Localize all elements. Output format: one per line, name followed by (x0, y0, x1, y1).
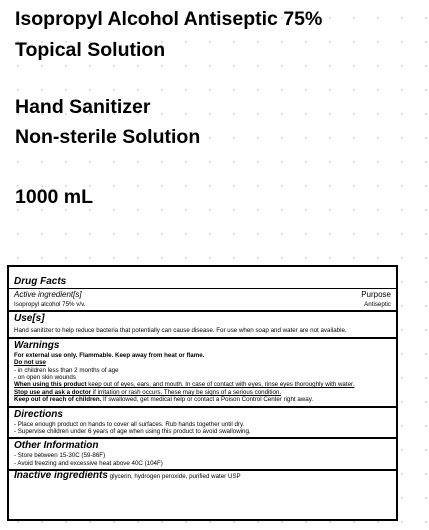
other-information-item: - Avoid freezing and excessive heat above 40C (104F) (14, 459, 163, 467)
inactive-ingredients-section (14, 471, 391, 482)
when-using-line (14, 381, 391, 388)
other-information-heading: Other Information (14, 440, 99, 452)
inactive-ingredients-text: glycerin, hydrogen peroxide, purified water USP (107, 473, 241, 481)
directions-heading: Directions (14, 408, 63, 420)
do-not-use-item: - in children less than 2 months of age (14, 366, 119, 374)
purpose-text: Antiseptic (364, 301, 391, 308)
other-information-item: - Store between 15-30C (59-86F) (14, 452, 106, 460)
when-using-bold: When using this product (14, 381, 87, 389)
stop-use-text: if irritation or rash occurs. These may be signs of a serious condition. (91, 388, 282, 396)
do-not-use-heading: Do not use (14, 359, 46, 367)
active-ingredient-row (14, 289, 391, 300)
drug-facts-panel (7, 265, 398, 521)
stop-use-bold: Stop use and ask a doctor (14, 388, 92, 396)
uses-text: Hand sanitizer to help reduce bacteria that potentially can cause disease. For use when soap and water are not available. (14, 327, 347, 335)
do-not-use-item: - on open skin wounds (14, 374, 76, 382)
uses-section (14, 312, 391, 336)
directions-section (14, 408, 391, 438)
keep-out-line (14, 396, 391, 403)
warnings-section (14, 339, 391, 406)
purpose-heading: Purpose (361, 290, 391, 299)
uses-heading: Use[s] (14, 313, 45, 325)
active-ingredient-heading: Active ingredient[s] (14, 290, 82, 299)
directions-item: - Place enough product on hands to cover all surfaces. Rub hands together until dry. (14, 420, 245, 428)
warnings-external: For external use only. Flammable. Keep away from heat or flame. (14, 351, 205, 359)
product-title-line1: Isopropyl Alcohol Antiseptic 75% (15, 8, 323, 30)
when-using-text: keep out of eyes, ears, and mouth. In case of contact with eyes, rinse eyes thoroughly with water. (86, 381, 355, 389)
stop-use-line (14, 389, 391, 396)
product-subtitle-line1: Hand Sanitizer (15, 96, 151, 118)
product-title-line2: Topical Solution (15, 39, 166, 61)
keep-out-text: If swallowed, get medical help or contact a Poison Control Center right away. (101, 396, 314, 404)
active-ingredient-text: Isopropyl alcohol 75% v/v. (14, 301, 86, 308)
product-subtitle-line2: Non-sterile Solution (15, 126, 201, 148)
directions-item: - Supervise children under 6 years of age when using this product to avoid swallowing. (14, 428, 251, 436)
product-volume: 1000 mL (15, 186, 94, 208)
keep-out-bold: Keep out of reach of children. (14, 396, 102, 404)
drug-facts-heading: Drug Facts (14, 276, 67, 287)
warnings-heading: Warnings (14, 339, 60, 351)
active-ingredient-values (14, 300, 391, 310)
other-information-section (14, 439, 391, 469)
inactive-ingredients-heading: Inactive ingredients (14, 470, 108, 482)
